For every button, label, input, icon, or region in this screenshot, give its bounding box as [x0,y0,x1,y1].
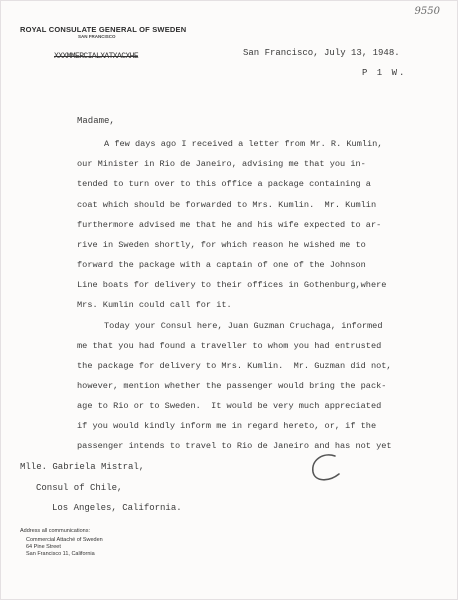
body-line: tended to turn over to this office a package containing a [77,179,371,189]
body-line: Line boats for delivery to their offices in Gothenburg,where [77,280,387,290]
handwritten-mark [305,448,345,488]
body-line: forward the package with a captain of one of the Johnson [77,260,366,270]
addressee-line: Mlle. Gabriela Mistral, [20,462,145,472]
struck-out-heading: XXXMMERCIALXATXACXHE [54,52,139,61]
body-line: our Minister in Rio de Janeiro, advising me that you in- [77,159,366,169]
letterhead-city: SAN FRANCISCO [78,34,116,39]
archive-number: 9550 [414,6,440,17]
body-line: however, mention whether the passenger would bring the pack- [77,381,387,391]
body-line: age to Rio or to Sweden. It would be very much appreciated [77,401,382,411]
footer-line: Commercial Attaché of Sweden [26,537,103,543]
body-line: Mrs. Kumlin could call for it. [77,300,232,310]
salutation: Madame, [77,116,115,126]
body-line: Today your Consul here, Juan Guzman Cruchaga, informed [104,321,383,331]
reference-code: P 1 W. [362,68,407,78]
body-line: A few days ago I received a letter from Mr. R. Kumlin, [104,139,383,149]
body-line: rive in Sweden shortly, for which reason he wished me to [77,240,366,250]
footer-line: 64 Pine Street [26,544,61,550]
body-line: me that you had found a traveller to whom you had entrusted [77,341,382,351]
addressee-line: Los Angeles, California. [52,503,182,513]
body-line: the package for delivery to Mrs. Kumlin. Mr. Guzman did not, [77,361,392,371]
letterhead-title: ROYAL CONSULATE GENERAL OF SWEDEN [20,25,187,34]
body-line: if you would kindly inform me in regard hereto, or, if the [77,421,377,431]
addressee-line: Consul of Chile, [36,483,123,493]
body-line: coat which should be forwarded to Mrs. Kumlin. Mr. Kumlin [77,200,377,210]
body-line: passenger intends to travel to Rio de Janeiro and has not yet [77,441,392,451]
footer-line: San Francisco 11, California [26,551,95,557]
letter-date: San Francisco, July 13, 1948. [243,48,400,58]
body-line: furthermore advised me that he and his wife expected to ar- [77,220,382,230]
footer-heading: Address all communications: [20,528,91,534]
